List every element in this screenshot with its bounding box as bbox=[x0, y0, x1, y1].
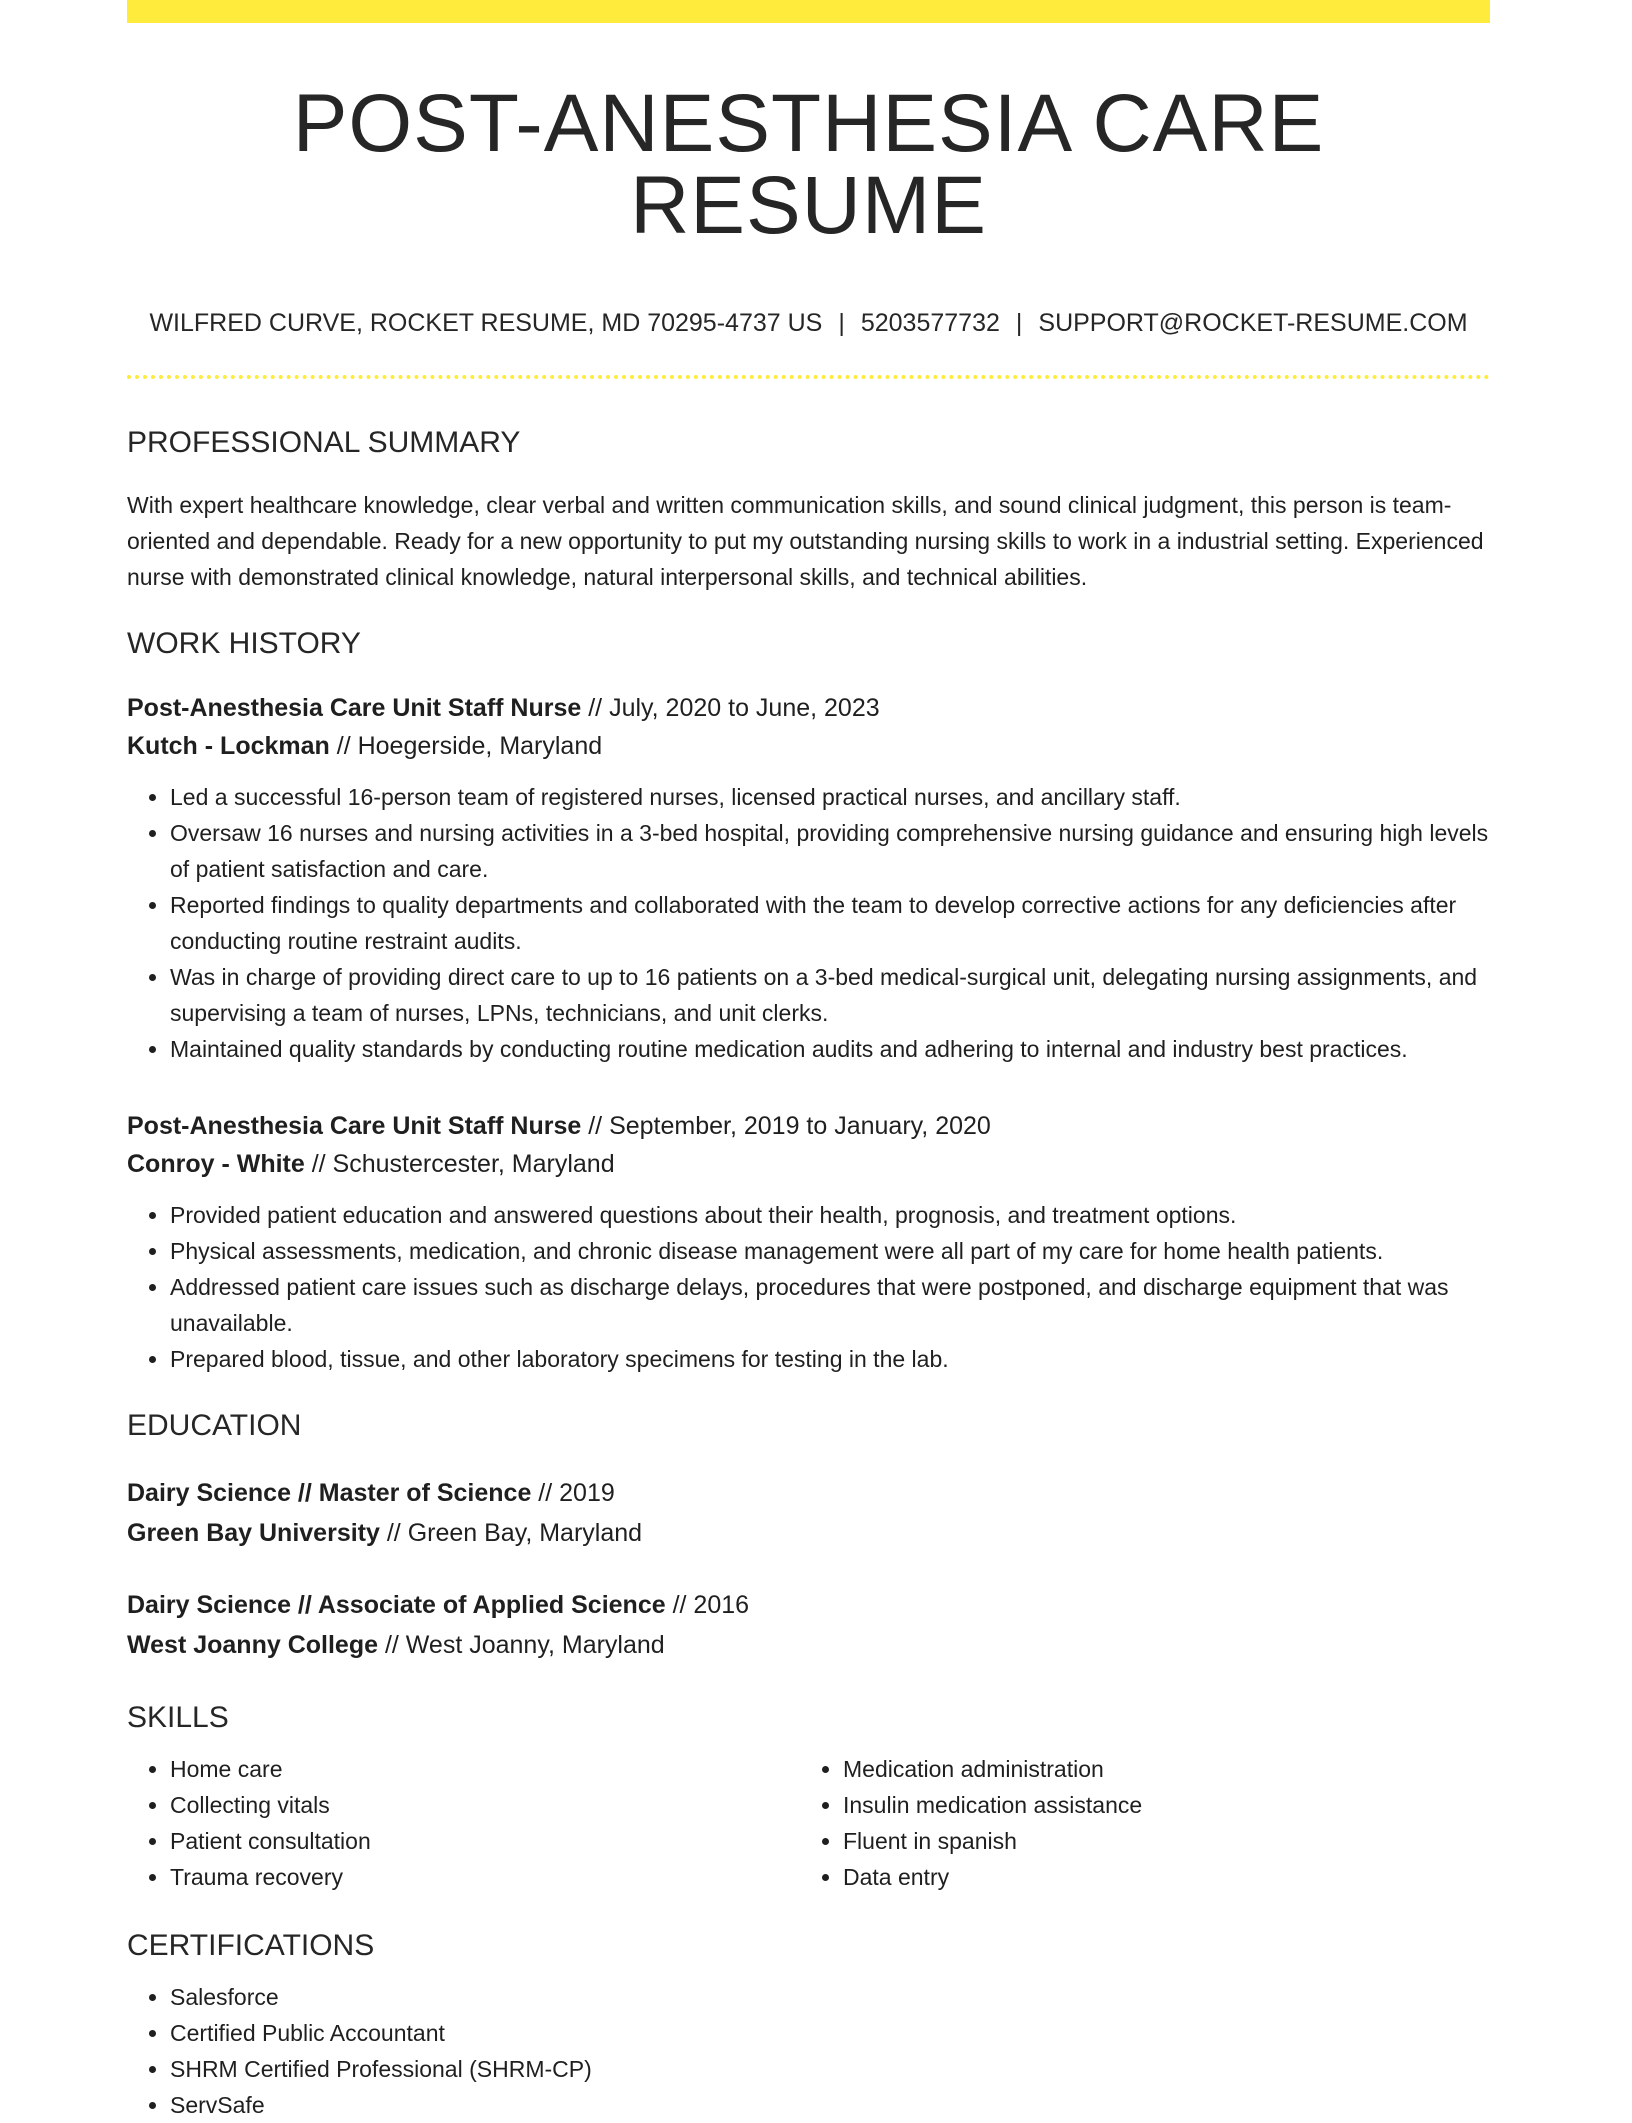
job-title-line bbox=[127, 1107, 1490, 1145]
job-company-line bbox=[127, 1145, 1490, 1183]
skills-columns bbox=[127, 1751, 1490, 1895]
education-entry bbox=[127, 1585, 1490, 1665]
job-title: Post-Anesthesia Care Unit Staff Nurse bbox=[127, 1112, 582, 1140]
education-location: // West Joanny, Maryland bbox=[378, 1631, 665, 1659]
skills-list-right bbox=[800, 1751, 1443, 1895]
list-item: • Provided patient education and answered questions about their health, prognosis, and treatment options. bbox=[170, 1197, 1490, 1233]
certifications-list bbox=[127, 1979, 1490, 2123]
education-entry bbox=[127, 1473, 1490, 1553]
education-school-line bbox=[127, 1625, 1490, 1665]
list-item: • Certified Public Accountant bbox=[170, 2015, 1490, 2051]
education-degree-line bbox=[127, 1473, 1490, 1513]
list-item: • Medication administration bbox=[843, 1751, 1443, 1787]
job-entry bbox=[127, 689, 1490, 1067]
contact-separator: | bbox=[838, 309, 845, 337]
section-heading-summary: PROFESSIONAL SUMMARY bbox=[127, 426, 521, 459]
job-title-line bbox=[127, 689, 1490, 727]
job-bullets bbox=[127, 779, 1490, 1067]
job-location: // Schustercester, Maryland bbox=[304, 1150, 615, 1178]
contact-email: SUPPORT@ROCKET-RESUME.COM bbox=[1038, 309, 1468, 337]
skills-list-left bbox=[127, 1751, 800, 1895]
education-school: West Joanny College bbox=[127, 1631, 378, 1659]
education-school-line bbox=[127, 1513, 1490, 1553]
list-item: • SHRM Certified Professional (SHRM-CP) bbox=[170, 2051, 1490, 2087]
job-location: // Hoegerside, Maryland bbox=[329, 732, 603, 760]
job-dates: // July, 2020 to June, 2023 bbox=[581, 694, 880, 722]
education-degree: Dairy Science // Associate of Applied Science bbox=[127, 1591, 666, 1619]
accent-top-bar bbox=[127, 0, 1490, 23]
list-item: • Trauma recovery bbox=[170, 1859, 800, 1895]
list-item: • Patient consultation bbox=[170, 1823, 800, 1859]
list-item: • Maintained quality standards by conducting routine medication audits and adhering to internal and industry best practices. bbox=[170, 1031, 1490, 1067]
list-item: • Physical assessments, medication, and chronic disease management were all part of my care for home health patients. bbox=[170, 1233, 1490, 1269]
contact-address: WILFRED CURVE, ROCKET RESUME, MD 70295-4737 US bbox=[149, 309, 823, 337]
resume-title: POST-ANESTHESIA CARE RESUME bbox=[292, 78, 1325, 251]
list-item: • Fluent in spanish bbox=[843, 1823, 1443, 1859]
education-year: // 2019 bbox=[531, 1479, 615, 1507]
list-item: • Salesforce bbox=[170, 1979, 1490, 2015]
list-item: • Data entry bbox=[843, 1859, 1443, 1895]
list-item: • Addressed patient care issues such as discharge delays, procedures that were postponed, and discharge equipment that was unavailable. bbox=[170, 1269, 1490, 1341]
list-item: • Home care bbox=[170, 1751, 800, 1787]
list-item: • Collecting vitals bbox=[170, 1787, 800, 1823]
education-year: // 2016 bbox=[665, 1591, 750, 1619]
dotted-divider bbox=[127, 375, 1490, 379]
job-company-line bbox=[127, 727, 1490, 765]
job-company: Conroy - White bbox=[127, 1150, 305, 1178]
job-entry bbox=[127, 1107, 1490, 1377]
list-item: • Prepared blood, tissue, and other laboratory specimens for testing in the lab. bbox=[170, 1341, 1490, 1377]
section-heading-education: EDUCATION bbox=[127, 1409, 302, 1442]
job-company: Kutch - Lockman bbox=[127, 732, 330, 760]
education-location: // Green Bay, Maryland bbox=[379, 1519, 643, 1547]
section-heading-skills: SKILLS bbox=[127, 1701, 229, 1734]
contact-separator: | bbox=[1015, 309, 1023, 337]
section-heading-certifications: CERTIFICATIONS bbox=[127, 1929, 375, 1962]
list-item: • Was in charge of providing direct care to up to 16 patients on a 3-bed medical-surgical unit, delegating nursing assignments, and supervising a team of nurses, LPNs, technicians, and unit clerks. bbox=[170, 959, 1490, 1031]
job-bullets bbox=[127, 1197, 1490, 1377]
job-title: Post-Anesthesia Care Unit Staff Nurse bbox=[127, 694, 582, 722]
section-heading-work-history: WORK HISTORY bbox=[127, 627, 361, 660]
contact-phone: 5203577732 bbox=[860, 309, 1000, 337]
list-item: • Reported findings to quality departments and collaborated with the team to develop corrective actions for any deficiencies after conducting routine restraint audits. bbox=[170, 887, 1490, 959]
list-item: • Insulin medication assistance bbox=[843, 1787, 1443, 1823]
education-school: Green Bay University bbox=[127, 1519, 380, 1547]
education-degree: Dairy Science // Master of Science bbox=[127, 1479, 532, 1507]
job-dates: // September, 2019 to January, 2020 bbox=[581, 1112, 991, 1140]
resume-page bbox=[127, 0, 1490, 2123]
list-item: • Oversaw 16 nurses and nursing activities in a 3-bed hospital, providing comprehensive nursing guidance and ensuring high levels of patient satisfaction and care. bbox=[170, 815, 1490, 887]
summary-text: With expert healthcare knowledge, clear verbal and written communication skills, and sound clinical judgment, this person is team-oriented and dependable. Ready for a new opportunity to put my outstanding nursing skills to work in a industrial setting. Experienced nurse with demonstrated clinical knowledge, natural interpersonal skills, and technical abilities. bbox=[127, 492, 1484, 590]
list-item: • Led a successful 16-person team of registered nurses, licensed practical nurses, and ancillary staff. bbox=[170, 779, 1490, 815]
list-item: • ServSafe bbox=[170, 2087, 1490, 2123]
education-degree-line bbox=[127, 1585, 1490, 1625]
contact-line bbox=[127, 311, 1490, 336]
